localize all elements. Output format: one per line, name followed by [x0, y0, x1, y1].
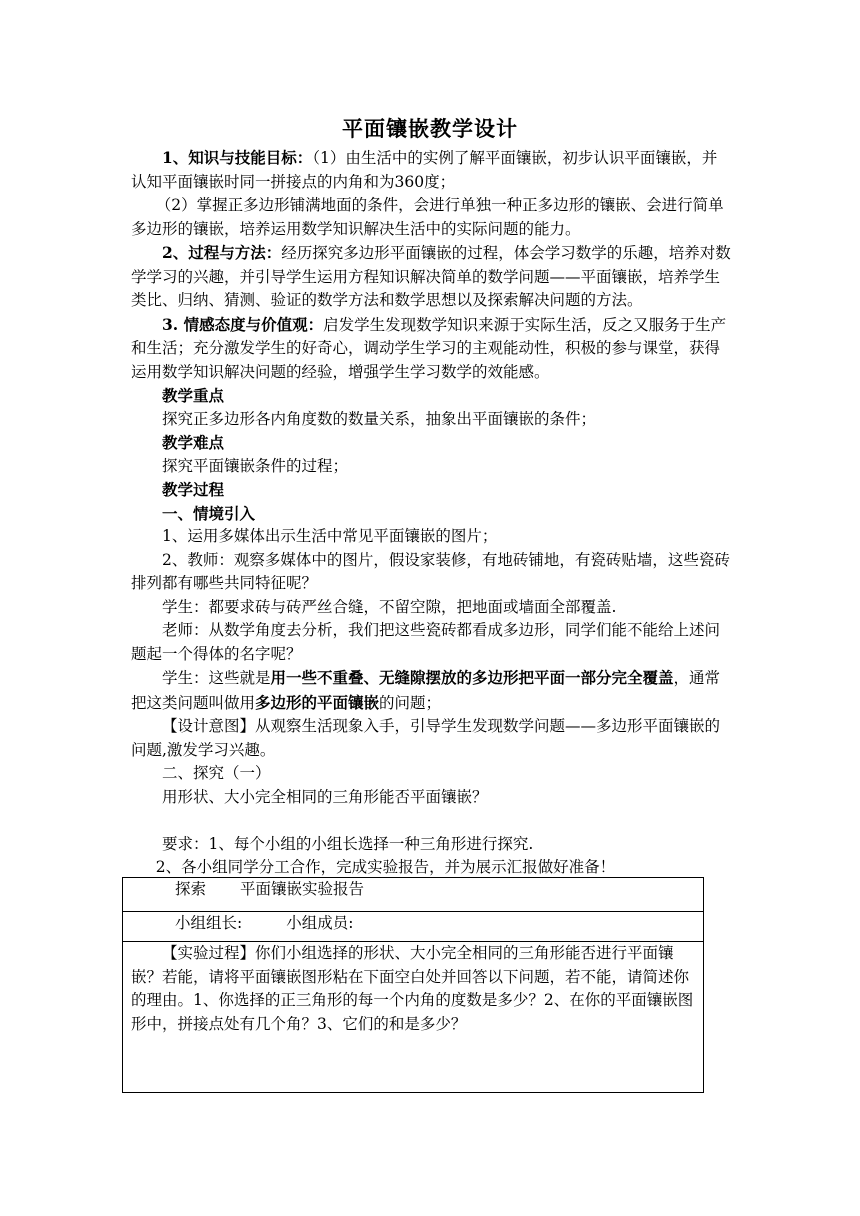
key-points-text: 探究正多边形各内角度数的数量关系，抽象出平面镶嵌的条件； — [162, 409, 597, 428]
report-header-row — [123, 878, 704, 912]
page-title: 平面镶嵌教学设计 — [342, 116, 518, 141]
document-body — [131, 146, 731, 880]
l5-part-b: 用一些不重叠、无缝隙摆放的多边形把平面一部分完全覆盖 — [270, 668, 674, 687]
goal-process — [131, 241, 731, 313]
l5-part-e: 的问题； — [379, 693, 442, 712]
process-line-1: 1、运用多媒体出示生活中常见平面镶嵌的图片； — [162, 527, 498, 545]
process-line-4: 老师：从数学角度去分析，我们把这些瓷砖都看成多边形，同学们能不能给上述问题起一个得体的名字呢？ — [131, 621, 721, 663]
goal-attitude — [131, 313, 731, 385]
blank-line — [131, 809, 731, 833]
process-line-3: 学生：都要求砖与砖严丝合缝，不留空隙，把地面或墙面全部覆盖. — [162, 597, 617, 616]
report-members-cell — [123, 912, 704, 942]
goal-knowledge-label: 1、知识与技能目标： — [162, 148, 313, 167]
difficulty-text: 探究平面镶嵌条件的过程； — [162, 456, 349, 475]
experiment-report-table — [122, 877, 704, 1093]
report-body-cell — [123, 942, 704, 1093]
report-title: 平面镶嵌实验报告 — [240, 880, 365, 898]
section-2-heading: 二、探究（一） — [162, 764, 271, 782]
report-body-row — [123, 942, 704, 1093]
goal-knowledge — [131, 146, 731, 194]
goal-process-label: 2、过程与方法： — [162, 243, 282, 262]
process-line-2: 2、教师：观察多媒体中的图片，假设家装修，有地砖铺地，有瓷砖贴墙，这些瓷砖排列都有哪些共同特征呢？ — [131, 550, 730, 592]
group-leader-label: 小组组长: — [175, 914, 243, 932]
l5-part-a: 学生：这些就是 — [162, 669, 271, 687]
group-members-label: 小组成员: — [286, 914, 354, 932]
l5-part-d: 多边形的平面镶嵌 — [255, 692, 380, 712]
goal-attitude-text: 启发学生发现数学知识来源于实际生活，反之又服务于生产和生活；充分激发学生的好奇心，调动学生学习的主观能动性，积极的参与课堂，获得运用数学知识解决问题的经验，增强学生学习数学的效能感。 — [131, 315, 727, 381]
report-explore-label: 探索 — [175, 880, 207, 898]
goal-knowledge-2: （2）掌握正多边形铺满地面的条件，会进行单独一种正多边形的镶嵌、会进行简单多边形的镶嵌，培养运用数学知识解决生活中的实际问题的能力。 — [131, 196, 724, 238]
report-body-text: 【实验过程】你们小组选择的形状、大小完全相同的三角形能否进行平面镶嵌？若能，请将平面镶嵌图形粘在下面空白处并回答以下问题，若不能，请简述你的理由。1、你选择的正三角形的每一个内角的度数是多少？2、在你的平面镶嵌图形中，拼接点处有几个角？3、它们的和是多少？ — [131, 944, 694, 1033]
section-1-heading: 一、情境引入 — [162, 503, 256, 523]
key-points-heading: 教学重点 — [162, 386, 225, 405]
difficulty-heading: 教学难点 — [162, 433, 225, 452]
report-members-row — [123, 912, 704, 942]
l5-part-c: ，通常把这类问题叫做用 — [131, 669, 721, 712]
goal-knowledge-text: （1）由生活中的实例了解平面镶嵌，初步认识平面镶嵌，并认知平面镶嵌时同一拼接点的内角和为360度； — [131, 149, 718, 191]
process-line-5 — [131, 666, 731, 715]
goal-process-text: 经历探究多边形平面镶嵌的过程，体会学习数学的乐趣，培养对数学学习的兴趣，并引导学生运用方程知识解决简单的数学问题——平面镶嵌，培养学生类比、归纳、猜测、验证的数学方法和数学思想以及探索解决问题的方法。 — [131, 244, 731, 309]
process-heading: 教学过程 — [162, 480, 225, 499]
requirement-1: 要求：1、每个小组的小组长选择一种三角形进行探究. — [162, 834, 534, 853]
design-intent: 【设计意图】从观察生活现象入手，引导学生发现数学问题——多边形平面镶嵌的问题,激发学习兴趣。 — [131, 717, 721, 759]
goal-attitude-label: 3. 情感态度与价值观： — [162, 314, 324, 334]
report-header-cell — [123, 878, 704, 912]
question-1: 用形状、大小完全相同的三角形能否平面镶嵌？ — [162, 787, 488, 806]
requirement-2: 2、各小组同学分工合作，完成实验报告，并为展示汇报做好准备！ — [155, 858, 616, 876]
